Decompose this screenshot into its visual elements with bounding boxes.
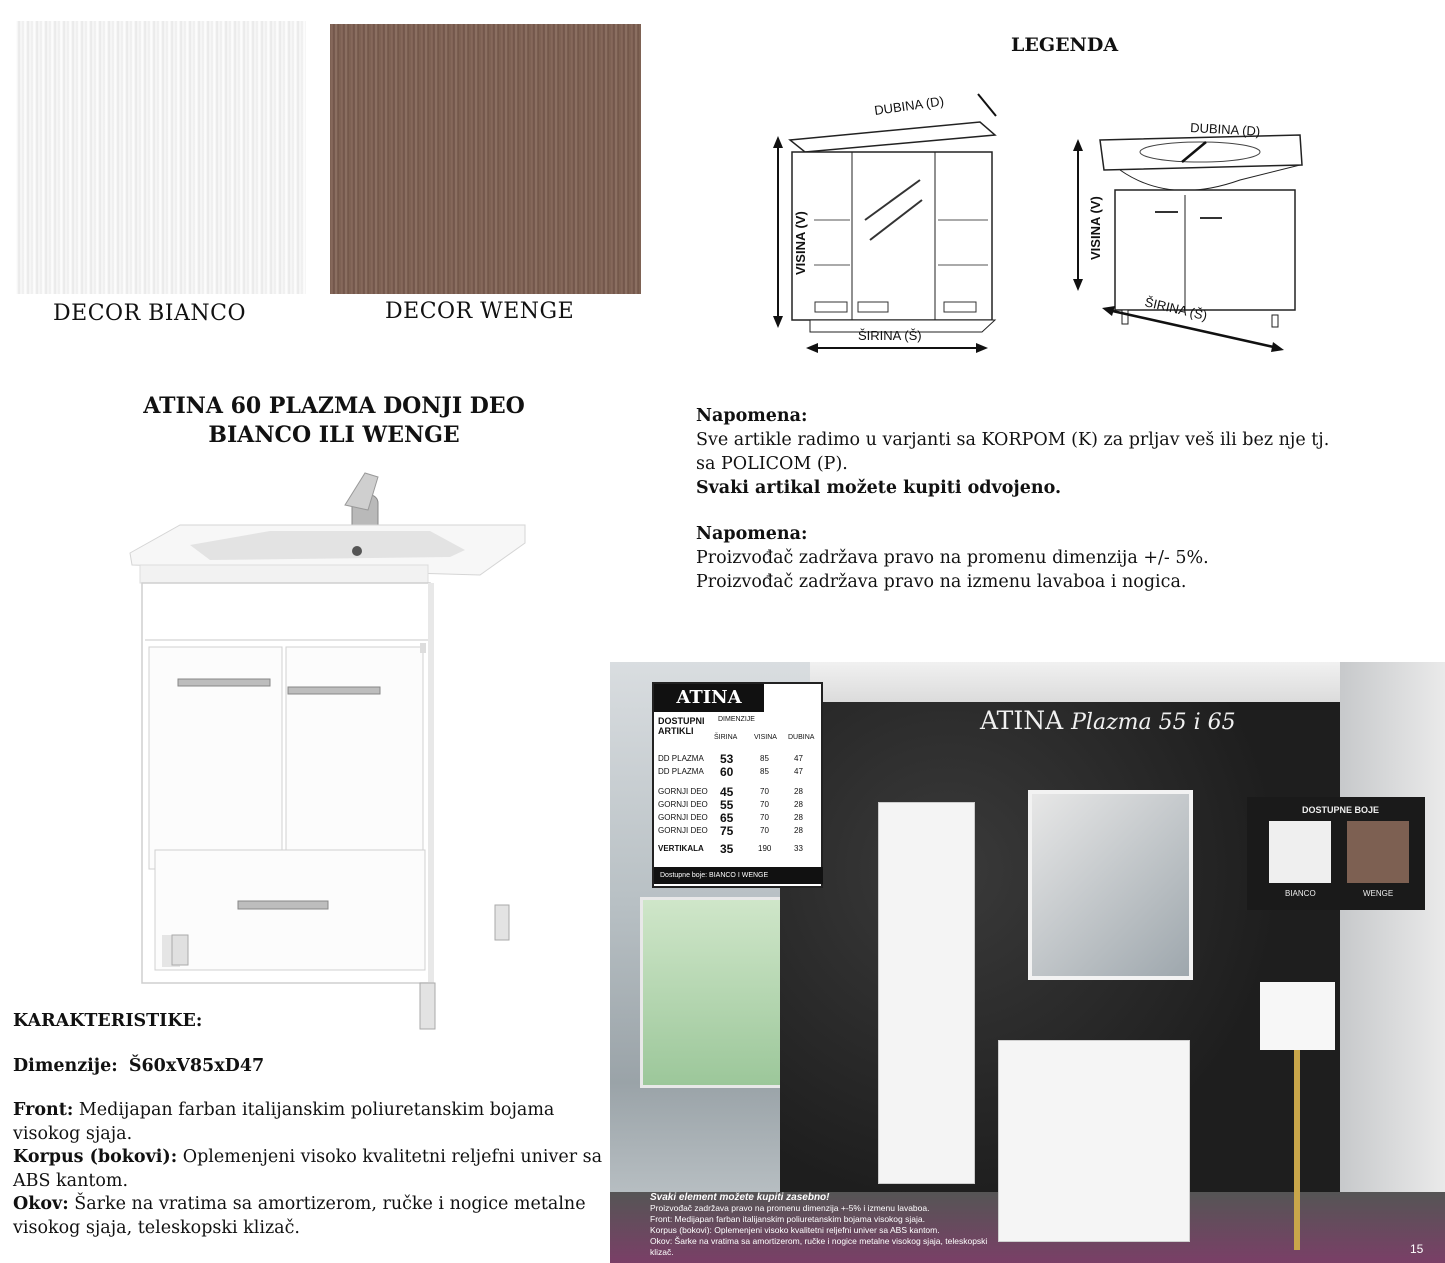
decor-wenge-label: DECOR WENGE [385,299,575,324]
catalog-footer-line2: Proizvođač zadržava pravo na promenu dimenzija +-5% i izmenu lavaboa. [650,1203,930,1213]
table-row-height: 190 [758,844,772,853]
table-row-name: DD PLAZMA [658,767,704,776]
product-title-line2: BIANCO ILI WENGE [208,422,460,448]
catalog-brand: ATINA [654,684,764,712]
mirror-height-label: VISINA (V) [793,211,808,275]
characteristics-block [13,1010,613,1240]
vanity-depth-label: DUBINA (D) [1189,120,1261,139]
table-header-dimensions: DIMENZIJE [718,716,755,723]
table-row-depth: 33 [794,844,803,853]
table-row-height: 70 [760,787,769,796]
catalog-colors-box [1247,797,1425,910]
catalog-headline-italic: Plazma 55 i 65 [1071,710,1236,735]
colors-box-title: DOSTUPNE BOJE [1302,805,1380,815]
notes-line-4: Proizvođač zadržava pravo na promenu dimenzija +/- 5%. [696,548,1209,568]
color-swatch-bianco [1269,821,1331,883]
table-row-name: GORNJI DEO [658,826,708,835]
catalog-vanity [998,1040,1190,1242]
okov-text: Šarke na vratima sa amortizerom, ručke i nogice metalne visokog sjaja, teleskopski klizač. [13,1194,586,1238]
table-row-name: GORNJI DEO [658,813,708,822]
table-row-name: GORNJI DEO [658,787,708,796]
table-row-name: VERTIKALA [658,844,704,853]
characteristics-heading: KARAKTERISTIKE: [13,1011,203,1031]
notes-block [696,404,1416,594]
table-row-depth: 47 [794,767,803,776]
legend-title: LEGENDA [1011,34,1119,56]
catalog-photo [610,662,1445,1263]
notes-line-2: sa POLICOM (P). [696,454,848,474]
table-row-name: GORNJI DEO [658,800,708,809]
table-row-width: 35 [720,842,734,856]
color-label-wenge: WENGE [1363,889,1394,898]
table-row-height: 85 [760,754,769,763]
product-title [100,392,568,450]
notes-line-3: Svaki artikal možete kupiti odvojeno. [696,478,1062,498]
mirror-depth-label: DUBINA (D) [873,93,945,118]
catalog-footer [650,1192,1010,1258]
notes-line-1: Sve artikle radimo u varjanti sa KORPOM (K) za prljav veš ili bez nje tj. [696,430,1330,450]
table-header-width: ŠIRINA [714,734,738,741]
catalog-footer-line4: Korpus (bokovi): Oplemenjeni visoko kvalitetni reljefni univer sa ABS kantom. [650,1225,940,1235]
korpus-label: Korpus (bokovi): [13,1147,178,1167]
table-row-width: 53 [720,752,734,766]
notes-line-5: Proizvođač zadržava pravo na izmenu lavaboa i nogica. [696,572,1187,592]
table-row-width: 75 [720,824,734,838]
catalog-tall-cabinet [878,802,975,1184]
front-label: Front: [13,1100,74,1120]
table-row-depth: 28 [794,787,803,796]
catalog-headline [980,706,1236,735]
catalog-lamp [1260,982,1335,1050]
vanity-height-label: VISINA (V) [1088,196,1103,260]
color-label-bianco: BIANCO [1285,889,1316,898]
table-header-height: VISINA [754,734,777,741]
catalog-footer-line5: Okov: Šarke na vratima sa amortizerom, ručke i nogice metalne visokog sjaja, teleskopski klizač. [650,1236,988,1257]
vanity-diagram [1060,110,1320,360]
table-row-height: 70 [760,813,769,822]
table-row-depth: 47 [794,754,803,763]
mirror-cabinet-diagram [750,80,1070,370]
table-row-height: 85 [760,767,769,776]
decor-bianco-label: DECOR BIANCO [53,301,246,326]
table-row-depth: 28 [794,800,803,809]
front-text: Medijapan farban italijanskim poliuretanskim bojama visokog sjaja. [13,1100,555,1144]
table-row-height: 70 [760,800,769,809]
table-row-name: DD PLAZMA [658,754,704,763]
dimensions-value: Š60xV85xD47 [128,1055,265,1076]
table-row-height: 70 [760,826,769,835]
catalog-dimensions-table [652,682,823,888]
table-row-width: 65 [720,811,734,825]
catalog-footer-line1: Svaki element možete kupiti zasebno! [650,1192,830,1203]
catalog-headline-main: ATINA [980,706,1064,735]
mirror-width-label: ŠIRINA (Š) [858,328,922,343]
notes-heading-2: Napomena: [696,524,808,544]
korpus-text: Oplemenjeni visoko kvalitetni reljefni univer sa ABS kantom. [13,1147,603,1191]
product-title-line1: ATINA 60 PLAZMA DONJI DEO [143,393,525,419]
available-colors-note: Dostupne boje: BIANCO I WENGE [654,867,823,884]
table-row-width: 45 [720,785,734,799]
catalog-mirror-cabinet [1028,790,1193,980]
color-swatch-wenge [1347,821,1409,883]
table-row-depth: 28 [794,813,803,822]
table-row-depth: 28 [794,826,803,835]
table-header-available: DOSTUPNI ARTIKLI [658,716,705,736]
notes-heading-1: Napomena: [696,406,808,426]
table-row-width: 60 [720,765,734,779]
decor-wenge-swatch [330,24,641,294]
vanity-width-label: ŠIRINA (Š) [1143,294,1209,324]
okov-label: Okov: [13,1194,69,1214]
dimensions-label: Dimenzije: [13,1055,118,1076]
product-image-vanity [120,465,540,1035]
catalog-page-number: 15 [1410,1242,1424,1256]
table-header-depth: DUBINA [788,734,815,741]
table-row-width: 55 [720,798,734,812]
catalog-footer-line3: Front: Medijapan farban italijanskim poliuretanskim bojama visokog sjaja. [650,1214,925,1224]
decor-bianco-swatch [16,21,306,294]
